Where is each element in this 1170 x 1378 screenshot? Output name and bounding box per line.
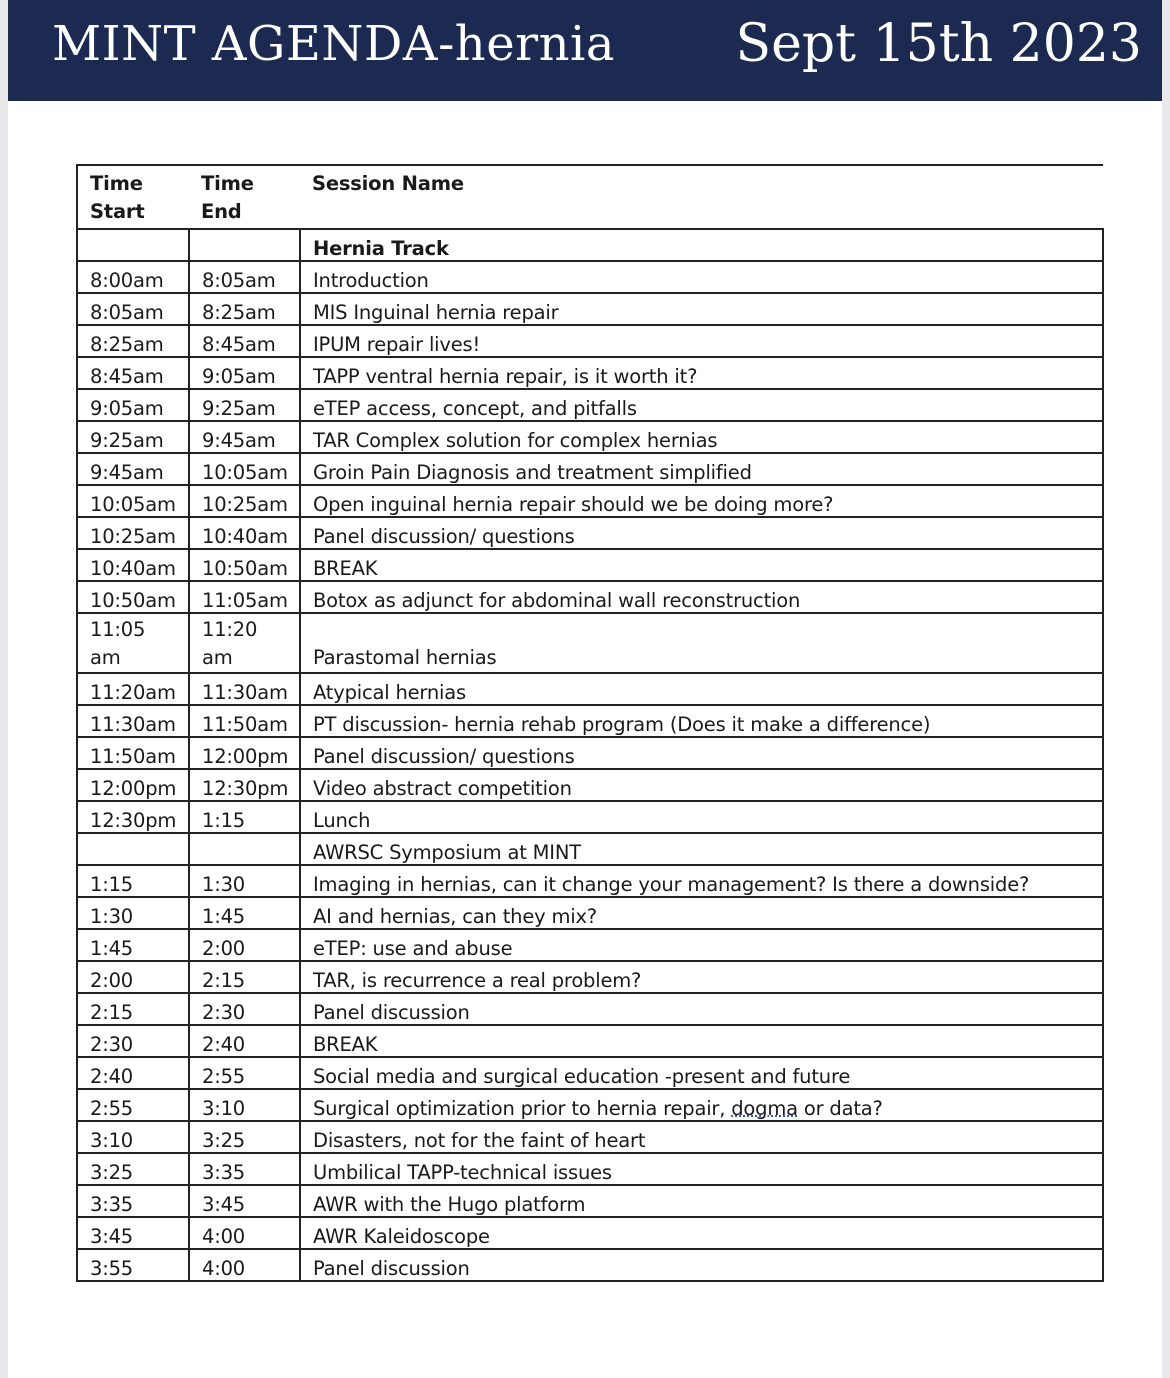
session-name-cell: Social media and surgical education -present and future [300,1057,1103,1089]
time-start-cell [77,229,189,261]
time-start-cell: 9:05am [77,389,189,421]
agenda-title: MINT AGENDA-hernia [52,16,615,72]
symposium-heading-cell: AWRSC Symposium at MINT [300,833,1103,865]
table-row [77,705,1103,737]
spellcheck-underlined-word: dogma [731,1097,798,1120]
time-start-cell: 10:50am [77,581,189,613]
session-text: or data? [797,1097,883,1120]
header-line: Time [90,172,143,195]
time-line: am [202,646,233,669]
table-row [77,801,1103,833]
time-end-cell: 10:05am [189,453,300,485]
time-start-cell: 9:25am [77,421,189,453]
session-name-cell: TAPP ventral hernia repair, is it worth it? [300,357,1103,389]
session-name-cell [300,1089,1103,1121]
time-end-cell: 3:25 [189,1121,300,1153]
table-row [77,929,1103,961]
table-row [77,1217,1103,1249]
table-row [77,673,1103,705]
table-row [77,421,1103,453]
time-end-cell: 11:30am [189,673,300,705]
time-start-cell: 11:20am [77,673,189,705]
time-end-cell: 2:00 [189,929,300,961]
time-start-cell: 3:55 [77,1249,189,1281]
table-row [77,293,1103,325]
time-end-cell: 3:45 [189,1185,300,1217]
time-end-cell: 10:25am [189,485,300,517]
header-line: End [201,200,242,223]
time-start-cell [77,833,189,865]
table-row [77,1089,1103,1121]
table-row [77,961,1103,993]
time-start-cell: 10:25am [77,517,189,549]
session-name-cell: Introduction [300,261,1103,293]
session-name-cell: Panel discussion/ questions [300,737,1103,769]
time-start-cell: 8:25am [77,325,189,357]
session-name-cell: Umbilical TAPP-technical issues [300,1153,1103,1185]
session-name-cell: Disasters, not for the faint of heart [300,1121,1103,1153]
time-line: 11:20 [202,618,258,641]
time-start-cell: 8:45am [77,357,189,389]
agenda-header [8,0,1162,101]
table-row [77,325,1103,357]
session-name-cell: Panel discussion [300,1249,1103,1281]
time-end-cell: 4:00 [189,1217,300,1249]
table-row [77,453,1103,485]
time-end-cell: 2:30 [189,993,300,1025]
time-end-cell: 8:45am [189,325,300,357]
table-header-row [77,165,1103,229]
time-start-cell: 2:15 [77,993,189,1025]
session-name-cell: Parastomal hernias [300,613,1103,673]
time-start-cell: 3:45 [77,1217,189,1249]
session-name-cell: Panel discussion/ questions [300,517,1103,549]
table-row [77,1121,1103,1153]
table-row [77,865,1103,897]
table-row [77,993,1103,1025]
time-end-cell: 11:05am [189,581,300,613]
time-end-cell: 2:15 [189,961,300,993]
session-name-cell: Groin Pain Diagnosis and treatment simplified [300,453,1103,485]
session-name-cell: Video abstract competition [300,769,1103,801]
agenda-table [76,164,1104,1282]
time-end-cell: 12:00pm [189,737,300,769]
time-line: 11:05 [90,618,146,641]
time-end-cell: 2:40 [189,1025,300,1057]
table-row [77,357,1103,389]
session-name-cell: Lunch [300,801,1103,833]
column-header-session-name [300,165,1103,229]
time-start-cell: 2:40 [77,1057,189,1089]
header-line: Time [201,172,254,195]
time-start-cell: 3:25 [77,1153,189,1185]
table-row-symposium-heading [77,833,1103,865]
time-line: am [90,646,121,669]
session-name-cell: Imaging in hernias, can it change your management? Is there a downside? [300,865,1103,897]
table-row [77,1057,1103,1089]
time-end-cell: 3:35 [189,1153,300,1185]
time-end-cell: 3:10 [189,1089,300,1121]
session-name-cell: PT discussion- hernia rehab program (Does it make a difference) [300,705,1103,737]
time-end-cell: 9:05am [189,357,300,389]
time-end-cell: 10:40am [189,517,300,549]
table-row [77,517,1103,549]
session-name-cell: BREAK [300,549,1103,581]
time-end-cell: 8:25am [189,293,300,325]
time-end-cell: 1:15 [189,801,300,833]
session-name-cell: AWR with the Hugo platform [300,1185,1103,1217]
table-row [77,261,1103,293]
session-name-cell: Open inguinal hernia repair should we be doing more? [300,485,1103,517]
session-name-cell: Atypical hernias [300,673,1103,705]
session-name-cell: TAR Complex solution for complex hernias [300,421,1103,453]
column-header-time-end [189,165,300,229]
agenda-date: Sept 15th 2023 [735,14,1142,74]
table-row [77,1185,1103,1217]
time-end-cell [189,833,300,865]
time-end-cell [189,613,300,673]
time-start-cell: 1:45 [77,929,189,961]
track-heading-cell: Hernia Track [300,229,1103,261]
session-name-cell: BREAK [300,1025,1103,1057]
table-row [77,613,1103,673]
time-end-cell: 8:05am [189,261,300,293]
time-end-cell: 2:55 [189,1057,300,1089]
time-end-cell: 1:45 [189,897,300,929]
header-line: Start [90,200,145,223]
time-start-cell [77,613,189,673]
time-end-cell: 4:00 [189,1249,300,1281]
time-start-cell: 2:30 [77,1025,189,1057]
table-row [77,897,1103,929]
time-end-cell: 11:50am [189,705,300,737]
session-name-cell: Botox as adjunct for abdominal wall reconstruction [300,581,1103,613]
time-end-cell: 1:30 [189,865,300,897]
time-start-cell: 8:00am [77,261,189,293]
time-start-cell: 9:45am [77,453,189,485]
table-row [77,485,1103,517]
table-row [77,769,1103,801]
column-header-time-start [77,165,189,229]
time-start-cell: 1:15 [77,865,189,897]
table-row [77,1025,1103,1057]
table-row-track-heading [77,229,1103,261]
session-name-cell: eTEP: use and abuse [300,929,1103,961]
time-start-cell: 11:30am [77,705,189,737]
time-end-cell: 12:30pm [189,769,300,801]
time-start-cell: 1:30 [77,897,189,929]
table-row [77,581,1103,613]
session-text: Surgical optimization prior to hernia repair, [313,1097,732,1120]
time-start-cell: 8:05am [77,293,189,325]
table-row [77,737,1103,769]
session-name-cell: Panel discussion [300,993,1103,1025]
table-row [77,1249,1103,1281]
session-name-cell: IPUM repair lives! [300,325,1103,357]
time-start-cell: 12:00pm [77,769,189,801]
time-start-cell: 12:30pm [77,801,189,833]
time-start-cell: 3:35 [77,1185,189,1217]
session-name-cell: MIS Inguinal hernia repair [300,293,1103,325]
session-name-cell: AWR Kaleidoscope [300,1217,1103,1249]
time-end-cell: 10:50am [189,549,300,581]
time-start-cell: 2:55 [77,1089,189,1121]
time-end-cell: 9:45am [189,421,300,453]
time-start-cell: 3:10 [77,1121,189,1153]
time-start-cell: 11:50am [77,737,189,769]
time-end-cell: 9:25am [189,389,300,421]
time-end-cell [189,229,300,261]
time-start-cell: 2:00 [77,961,189,993]
table-row [77,389,1103,421]
header-line: Session Name [312,172,464,195]
session-name-cell: AI and hernias, can they mix? [300,897,1103,929]
table-row [77,1153,1103,1185]
time-start-cell: 10:05am [77,485,189,517]
table-row [77,549,1103,581]
session-name-cell: eTEP access, concept, and pitfalls [300,389,1103,421]
time-start-cell: 10:40am [77,549,189,581]
session-name-cell: TAR, is recurrence a real problem? [300,961,1103,993]
